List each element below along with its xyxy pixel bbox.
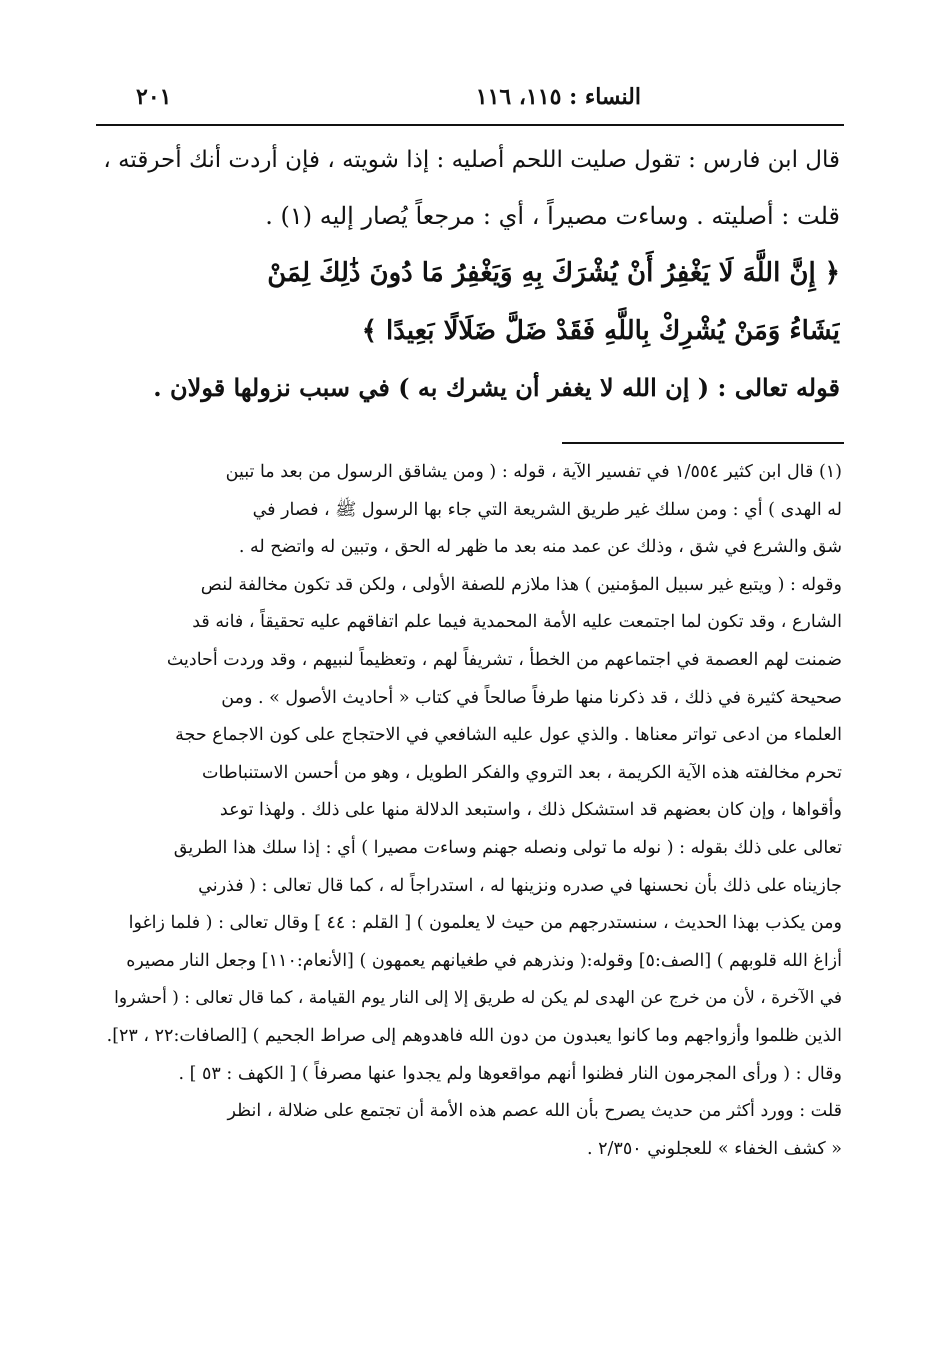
footnotes <box>98 454 842 1168</box>
footnote-line: في الآخرة ، لأن من خرج عن الهدى لم يكن له طريق إلا إلى النار يوم القيامة ، كما قال تعالى : ( أحشروا <box>114 988 842 1009</box>
footnote-line: تعالى على ذلك بقوله : ( نوله ما تولى ونصله جهنم وساءت مصيرا ) أي : إذا سلك هذا الطريق <box>173 837 842 858</box>
footnote-line: وقال : ( ورأى المجرمون النار فظنوا أنهم مواقعوها ولم يجدوا عنها مصرفاً ) [ الكهف : ٥٣ ] . <box>178 1063 842 1084</box>
footnote-line: « كشف الخفاء » للعجلوني ٢/٣٥٠ . <box>587 1138 842 1159</box>
commentary-line <box>100 360 840 416</box>
footnote-line: تحرم مخالفته هذه الآية الكريمة ، بعد التروي والفكر الطويل ، وهو من أحسن الاستنباطات <box>202 762 842 783</box>
footnote-rule <box>562 442 844 444</box>
main-line: قلت : أصليته . وساءت مصيراً ، أي : مرجعاً يُصار إليه (١) . <box>265 202 840 230</box>
footnote-line: الشارع ، وقد تكون لما اجتمعت عليه الأمة المحمدية فيما علم اتفاقهم عليه تحقيقاً ، فانه قد <box>192 612 842 633</box>
footnote-line: جازيناه على ذلك بأن نحسنها في صدره ونزينها له ، استدراجاً له ، كما قال تعالى : ( فذرني <box>198 875 842 896</box>
footnote-line: وأقواها ، وإن كان بعضهم قد استشكل ذلك ، واستبعد الدلالة منها على ذلك . ولهذا توعد <box>219 800 842 821</box>
footnote-line: شق والشرع في شق ، وذلك عن عمد منه بعد ما ظهر له الحق ، وتبين له واتضح له . <box>238 537 842 558</box>
footnote-line: العلماء من ادعى تواتر معناها . والذي عول عليه الشافعي في الاحتجاج على كون الاجماع حجة <box>175 725 842 746</box>
footnote-line: له الهدى ) أي : ومن سلك غير طريق الشريعة التي جاء بها الرسول ﷺ ، فصار في <box>252 499 842 520</box>
commentary-text: ( إن الله لا يغفر أن يشرك به ) في سبب نزولها قولان . <box>153 373 718 402</box>
main-text <box>100 132 840 416</box>
running-title: النساء : ١١٥، ١١٦ <box>475 84 641 110</box>
quran-verse-line: يَشَاءُ وَمَنْ يُشْرِكْ بِاللَّهِ فَقَدْ ضَلَّ ضَلَالًا بَعِيدًا ﴾ <box>361 316 840 346</box>
page-number: ٢٠١ <box>136 84 172 110</box>
main-line: قال ابن فارس : تقول صليت اللحم أصليه : إذا شويته ، فإن أردت أنك أحرقته ، <box>103 147 840 173</box>
footnote-line: ضمنت لهم العصمة في اجتماعهم من الخطأ ، تشريفاً لهم ، وتعظيماً لنبيهم ، وقد وردت أحاديث <box>166 649 842 670</box>
footnote-line: قلت : وورد أكثر من حديث يصرح بأن الله عصم هذه الأمة أن تجتمع على ضلالة ، انظر <box>227 1101 842 1122</box>
commentary-lead: قوله تعالى : <box>717 373 840 402</box>
footnote-line: (١) قال ابن كثير ١/٥٥٤ في تفسير الآية ، قوله : ( ومن يشاقق الرسول من بعد ما تبين <box>225 462 842 482</box>
header-rule <box>96 124 844 126</box>
footnote-line: وقوله : ( ويتبع غير سبيل المؤمنين ) هذا ملازم للصفة الأولى ، ولكن قد تكون مخالفة لنص <box>200 574 842 595</box>
footnote-line: ومن يكذب بهذا الحديث ، سنستدرجهم من حيث لا يعلمون ) [ القلم : ٤٤ ] وقال تعالى : ( فلما زاغوا <box>128 913 842 934</box>
footnote-line: أزاغ الله قلوبهم ) [الصف:٥] وقوله:( ونذرهم في طغيانهم يعمهون ) [الأنعام:١١٠] وجعل النار مصيره <box>126 950 842 971</box>
quran-verse-line: ﴿ إِنَّ اللَّهَ لَا يَغْفِرُ أَنْ يُشْرَكَ بِهِ وَيَغْفِرُ مَا دُونَ ذَٰلِكَ لِمَنْ <box>267 258 840 288</box>
footnote-line: صحيحة كثيرة في ذلك ، قد ذكرنا منها طرفاً صالحاً في كتاب « أحاديث الأصول » . ومن <box>221 687 842 708</box>
page-header <box>96 84 841 120</box>
footnote-line: الذين ظلموا وأزواجهم وما كانوا يعبدون من دون الله فاهدوهم إلى صراط الجحيم ) [الصافات:٢٢ ، ٢٣]. <box>106 1025 842 1046</box>
